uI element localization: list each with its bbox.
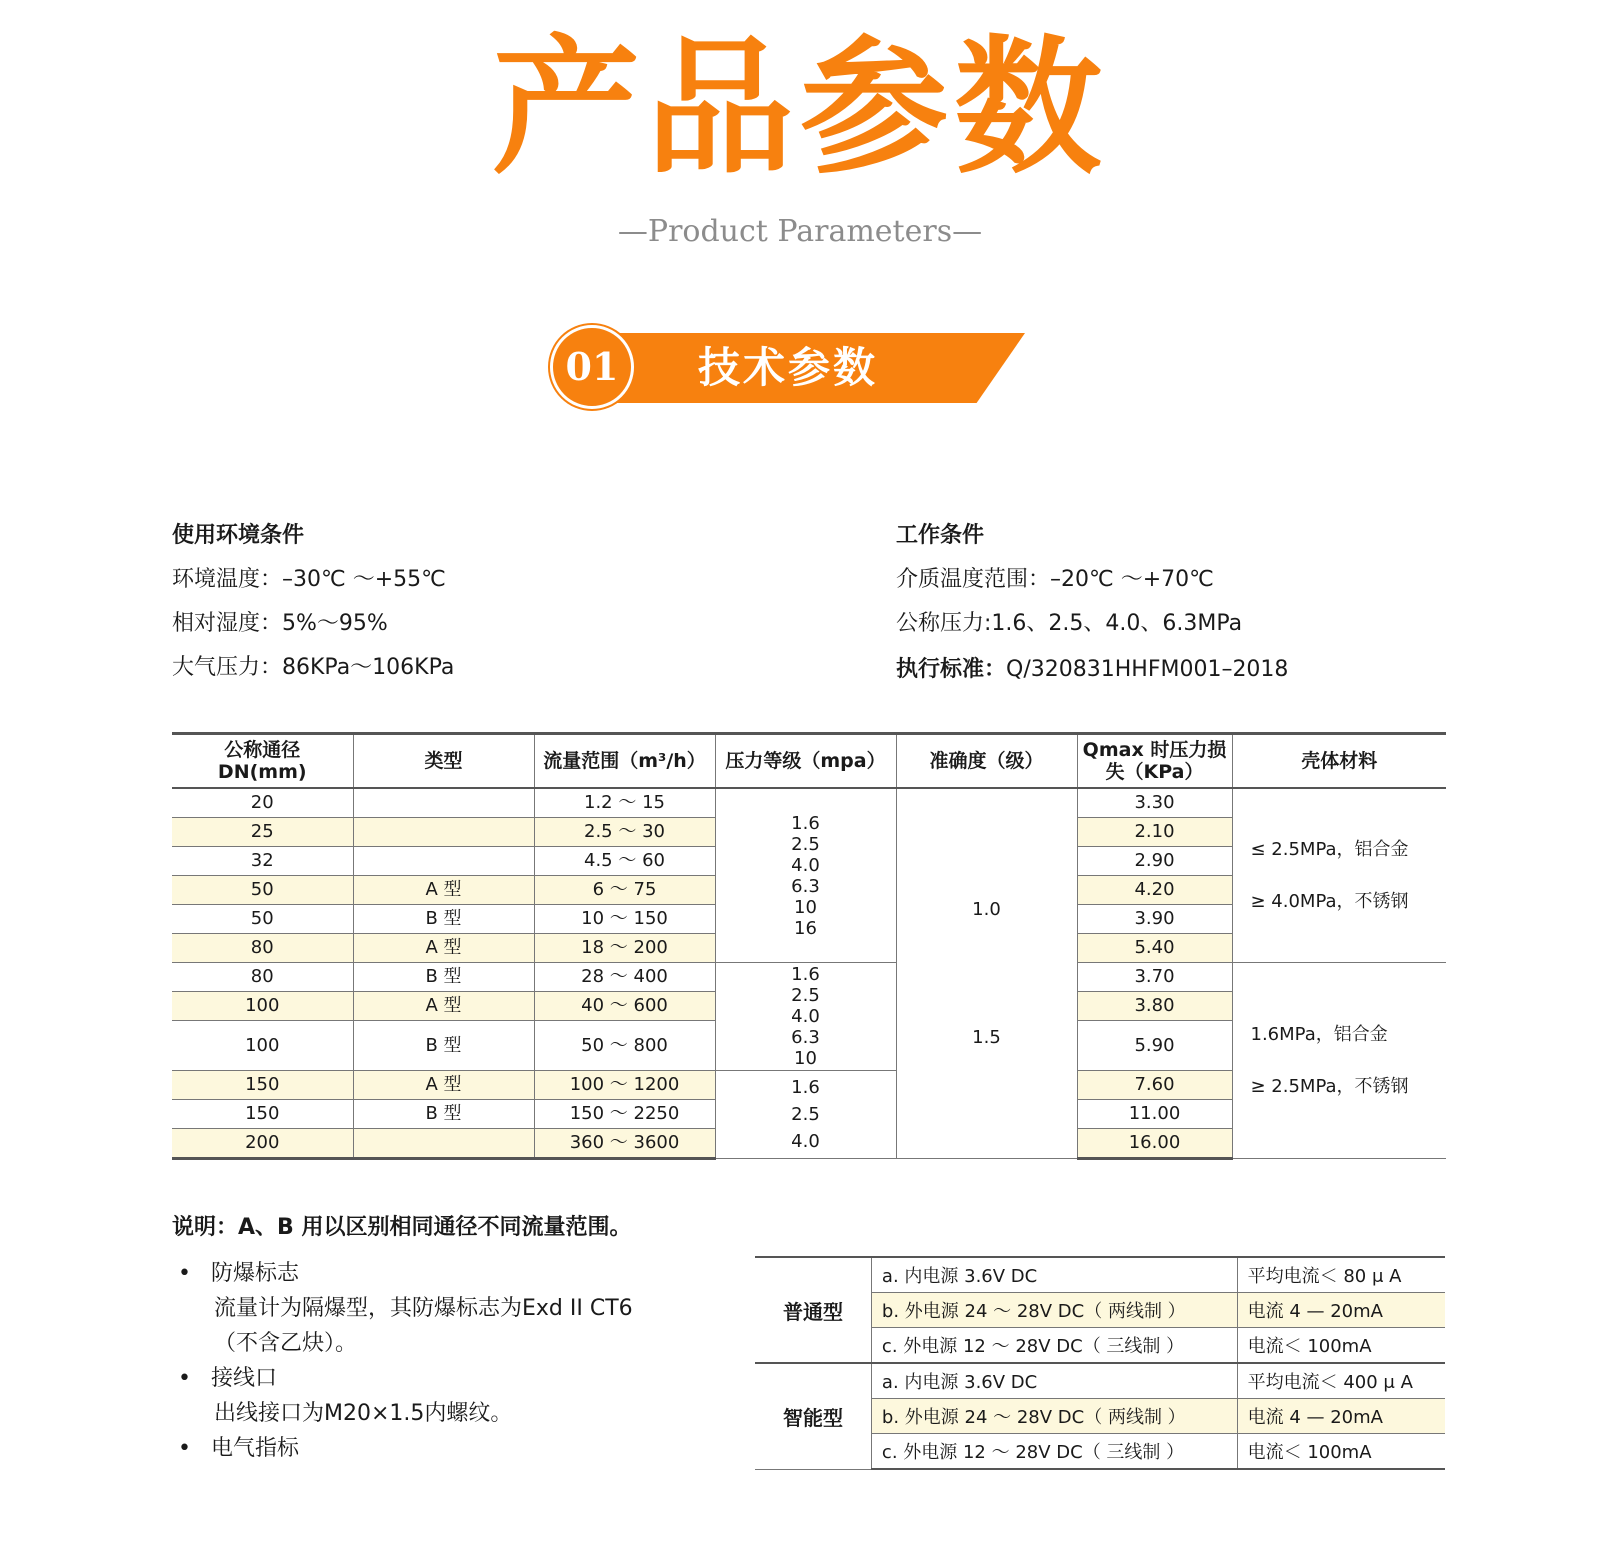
header-pressure: 压力等级（mpa） (715, 734, 896, 789)
banner-number: 01 (550, 325, 634, 409)
elec-power: b. 外电源 24 ～ 28V DC（ 两线制 ） (871, 1399, 1237, 1434)
banner-label: 技术参数 (698, 343, 879, 392)
cell-material-group: ≤ 2.5MPa，铝合金 ≥ 4.0MPa，不锈钢 (1232, 788, 1446, 963)
bullet-body: 流量计为隔爆型，其防爆标志为Exd II CT6 (214, 1296, 633, 1321)
section-banner (550, 325, 1050, 409)
bullet-dot: • (178, 1436, 191, 1461)
cell-type: A 型 (353, 992, 534, 1021)
header-accuracy: 准确度（级） (896, 734, 1077, 789)
bullet-body: （不含乙炔）。 (214, 1331, 358, 1356)
note-text: 说明：A、B 用以区别相同通径不同流量范围。 (172, 1215, 632, 1240)
cell-flow: 6 ～ 75 (534, 876, 715, 905)
bullet-body: 出线接口为M20×1.5内螺纹。 (214, 1401, 513, 1426)
bullet-item: • 电气指标 (178, 1436, 299, 1461)
cell-type (353, 818, 534, 847)
cell-loss: 4.20 (1077, 876, 1232, 905)
bullet-item: • 接线口 (178, 1366, 277, 1391)
cell-dn: 150 (172, 1071, 353, 1100)
cell-loss: 16.00 (1077, 1129, 1232, 1159)
table-row (172, 963, 1446, 992)
cell-loss: 2.10 (1077, 818, 1232, 847)
table-row (172, 788, 1446, 818)
cell-dn: 50 (172, 905, 353, 934)
cell-type (353, 1129, 534, 1159)
cell-flow: 150 ～ 2250 (534, 1100, 715, 1129)
bullet-dot: • (178, 1261, 191, 1286)
cell-loss: 3.30 (1077, 788, 1232, 818)
elec-row (755, 1257, 1445, 1293)
elec-power: c. 外电源 12 ～ 28V DC（ 三线制 ） (871, 1328, 1237, 1364)
cell-dn: 100 (172, 992, 353, 1021)
standard-label: 执行标准： (896, 657, 1007, 682)
elec-current: 平均电流＜ 400 μ A (1237, 1363, 1445, 1399)
cell-flow: 28 ～ 400 (534, 963, 715, 992)
env-conditions (172, 520, 454, 684)
cell-pressure-group: 1.6 2.5 4.0 6.3 10 16 (715, 788, 896, 963)
work-standard (896, 654, 1288, 686)
cell-loss: 5.90 (1077, 1021, 1232, 1071)
cell-flow: 4.5 ～ 60 (534, 847, 715, 876)
cell-loss: 3.80 (1077, 992, 1232, 1021)
header-material: 壳体材料 (1232, 734, 1446, 789)
elec-power: a. 内电源 3.6V DC (871, 1363, 1237, 1399)
header-flow: 流量范围（m³/h） (534, 734, 715, 789)
elec-row (755, 1363, 1445, 1399)
bullet-dot: • (178, 1366, 191, 1391)
cell-dn: 25 (172, 818, 353, 847)
env-heading: 使用环境条件 (172, 523, 305, 548)
cell-dn: 50 (172, 876, 353, 905)
bullet-list (178, 1256, 718, 1466)
cell-flow: 2.5 ～ 30 (534, 818, 715, 847)
cell-dn: 80 (172, 963, 353, 992)
header-loss: Qmax 时压力损 失（KPa） (1077, 734, 1232, 789)
cell-loss: 3.70 (1077, 963, 1232, 992)
cell-type: B 型 (353, 963, 534, 992)
electrical-table (755, 1256, 1445, 1470)
elec-current: 电流 4 — 20mA (1237, 1399, 1445, 1434)
elec-group-name: 普通型 (755, 1257, 871, 1363)
cell-pressure-group: 1.6 2.5 4.0 (715, 1071, 896, 1159)
elec-current: 平均电流＜ 80 μ A (1237, 1257, 1445, 1293)
cell-loss: 5.40 (1077, 934, 1232, 963)
cell-loss: 11.00 (1077, 1100, 1232, 1129)
elec-current: 电流＜ 100mA (1237, 1434, 1445, 1470)
bullet-item: • 防爆标志 (178, 1261, 299, 1286)
work-conditions (896, 520, 1288, 686)
work-line: 公称压力:1.6、2.5、4.0、6.3MPa (896, 611, 1243, 636)
page-subtitle: —Product Parameters— (617, 214, 983, 249)
cell-flow: 18 ～ 200 (534, 934, 715, 963)
elec-current: 电流 4 — 20mA (1237, 1293, 1445, 1328)
work-line: 介质温度范围：–20℃ ～+70℃ (896, 567, 1214, 592)
standard-value: Q/320831HHFM001–2018 (1006, 657, 1289, 682)
cell-dn: 150 (172, 1100, 353, 1129)
cell-type: A 型 (353, 934, 534, 963)
env-line: 环境温度：–30℃ ～+55℃ (172, 567, 446, 592)
header-type: 类型 (353, 734, 534, 789)
env-line: 相对湿度：5%～95% (172, 611, 388, 636)
cell-pressure-group: 1.6 2.5 4.0 6.3 10 (715, 963, 896, 1071)
work-heading: 工作条件 (896, 523, 985, 548)
cell-type: B 型 (353, 1021, 534, 1071)
cell-dn: 100 (172, 1021, 353, 1071)
cell-flow: 50 ～ 800 (534, 1021, 715, 1071)
header-dn: 公称通径 DN(mm) (172, 734, 353, 789)
cell-flow: 1.2 ～ 15 (534, 788, 715, 818)
elec-power: b. 外电源 24 ～ 28V DC（ 两线制 ） (871, 1293, 1237, 1328)
elec-current: 电流＜ 100mA (1237, 1328, 1445, 1364)
cell-flow: 40 ～ 600 (534, 992, 715, 1021)
cell-type (353, 847, 534, 876)
elec-power: c. 外电源 12 ～ 28V DC（ 三线制 ） (871, 1434, 1237, 1470)
cell-dn: 80 (172, 934, 353, 963)
page-title: 产品参数 (492, 22, 1108, 194)
spec-table (172, 732, 1446, 1160)
cell-loss: 2.90 (1077, 847, 1232, 876)
cell-loss: 3.90 (1077, 905, 1232, 934)
cell-type: A 型 (353, 1071, 534, 1100)
cell-type: A 型 (353, 876, 534, 905)
cell-dn: 200 (172, 1129, 353, 1159)
cell-accuracy: 1.0 1.5 (896, 788, 1077, 1159)
cell-flow: 10 ～ 150 (534, 905, 715, 934)
elec-group-name: 智能型 (755, 1363, 871, 1469)
cell-dn: 32 (172, 847, 353, 876)
cell-dn: 20 (172, 788, 353, 818)
cell-flow: 360 ～ 3600 (534, 1129, 715, 1159)
elec-power: a. 内电源 3.6V DC (871, 1257, 1237, 1293)
cell-loss: 7.60 (1077, 1071, 1232, 1100)
cell-type: B 型 (353, 1100, 534, 1129)
table-header-row (172, 734, 1446, 789)
cell-type (353, 788, 534, 818)
cell-material-group: 1.6MPa，铝合金 ≥ 2.5MPa，不锈钢 (1232, 963, 1446, 1159)
cell-flow: 100 ～ 1200 (534, 1071, 715, 1100)
env-line: 大气压力：86KPa～106KPa (172, 655, 455, 680)
cell-type: B 型 (353, 905, 534, 934)
